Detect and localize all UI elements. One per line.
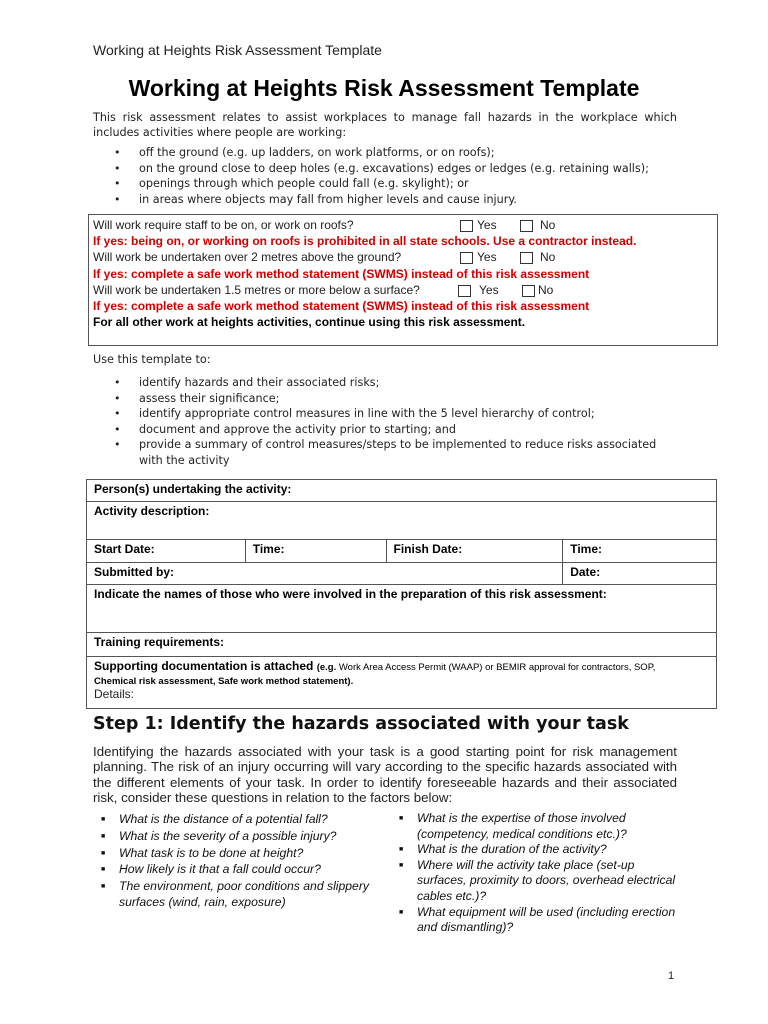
- no-checkbox-below-surface[interactable]: [522, 285, 535, 297]
- no-label: No: [538, 282, 554, 297]
- preparers-names-field[interactable]: Indicate the names of those who were involved in the preparation of this risk assessment:: [87, 585, 717, 633]
- page-number: 1: [668, 970, 675, 982]
- yes-label: Yes: [477, 218, 497, 232]
- below-surface-warning: If yes: complete a safe work method statement (SWMS) instead of this risk assessment: [93, 299, 590, 314]
- supporting-documentation-label: Supporting documentation is attached: [94, 659, 314, 673]
- template-use-intro: Use this template to:: [93, 353, 211, 366]
- yes-checkbox-roofs[interactable]: [460, 220, 473, 232]
- no-checkbox-roofs[interactable]: [520, 220, 533, 232]
- yes-checkbox-over-2m[interactable]: [460, 252, 473, 264]
- finish-time-field[interactable]: Time:: [563, 540, 717, 563]
- roofs-warning: If yes: being on, or working on roofs is prohibited in all state schools. Use a contractor instead.: [93, 234, 637, 249]
- activity-details-table: [86, 479, 717, 709]
- finish-date-field[interactable]: Finish Date:: [386, 540, 563, 563]
- start-date-field[interactable]: Start Date:: [87, 540, 246, 563]
- date-field[interactable]: Date:: [563, 563, 717, 585]
- yes-label: Yes: [479, 282, 499, 297]
- examples-list: Work Area Access Permit (WAAP) or BEMIR approval for contractors, SOP,: [338, 662, 656, 673]
- list-item: • openings through which people could fall (e.g. skylight); or: [93, 176, 683, 192]
- hazard-questions-right: [397, 811, 677, 936]
- list-item: • assess their significance;: [93, 391, 683, 407]
- list-item: • document and approve the activity prior to starting; and: [93, 422, 683, 438]
- examples-open: (e.g.: [316, 662, 339, 673]
- list-item: ■ How likely is it that a fall could occur?: [99, 862, 369, 878]
- submitted-by-field[interactable]: Submitted by:: [87, 563, 563, 585]
- list-item: ■ What equipment will be used (including erection and dismantling)?: [397, 905, 677, 936]
- work-locations-list: [93, 145, 683, 207]
- step-1-paragraph: Identifying the hazards associated with your task is a good starting point for risk management planning. The risk of an injury occurring will vary according to the specific hazards associated with the different elements of your task. In order to identify foreseeable hazards and their associated risk, consider these questions in relation to the factors below:: [93, 744, 677, 806]
- no-label: No: [540, 218, 556, 232]
- list-item: ■ What is the expertise of those involved (competency, medical conditions etc.)?: [397, 811, 677, 842]
- list-item: • identify hazards and their associated risks;: [93, 375, 683, 391]
- training-requirements-field[interactable]: Training requirements:: [87, 633, 717, 657]
- list-item: • off the ground (e.g. up ladders, on work platforms, or on roofs);: [93, 145, 683, 161]
- hazard-questions-left: [99, 812, 369, 912]
- question-text: Will work require staff to be on, or work on roofs?: [93, 218, 354, 232]
- running-header: Working at Heights Risk Assessment Template: [93, 42, 382, 58]
- list-item: ■ The environment, poor conditions and slippery surfaces (wind, rain, exposure): [99, 879, 369, 910]
- screening-questions-box: [88, 214, 718, 346]
- yes-checkbox-below-surface[interactable]: [458, 285, 471, 297]
- list-item: ■ What is the duration of the activity?: [397, 842, 677, 858]
- activity-description-field[interactable]: Activity description:: [87, 502, 717, 540]
- question-text: Will work be undertaken 1.5 metres or more below a surface?: [93, 282, 420, 297]
- list-item: • provide a summary of control measures/steps to be implemented to reduce risks associated with the activity: [93, 437, 683, 468]
- list-item: ■ What is the distance of a potential fall?: [99, 812, 369, 828]
- intro-paragraph: This risk assessment relates to assist workplaces to manage fall hazards in the workplace which includes activities where people are working:: [93, 111, 677, 139]
- examples-list-cont: Chemical risk assessment, Safe work method statement).: [94, 676, 354, 687]
- continue-note: For all other work at heights activities, continue using this risk assessment.: [93, 315, 526, 330]
- list-item: • identify appropriate control measures in line with the 5 level hierarchy of control;: [93, 406, 683, 422]
- over-2m-warning: If yes: complete a safe work method statement (SWMS) instead of this risk assessment: [93, 266, 590, 281]
- no-label: No: [540, 250, 556, 265]
- details-label: Details:: [94, 687, 135, 701]
- list-item: ■ Where will the activity take place (set-up surfaces, proximity to doors, overhead electrical cables etc.)?: [397, 858, 677, 905]
- question-over-2m: [93, 249, 713, 265]
- question-below-surface: [93, 282, 713, 298]
- question-text: Will work be undertaken over 2 metres above the ground?: [93, 250, 402, 265]
- yes-label: Yes: [477, 250, 497, 265]
- step-1-heading: Step 1: Identify the hazards associated with your task: [93, 714, 629, 734]
- document-title: Working at Heights Risk Assessment Template: [128, 75, 640, 101]
- start-time-field[interactable]: Time:: [245, 540, 386, 563]
- list-item: ■ What task is to be done at height?: [99, 846, 369, 862]
- list-item: • in areas where objects may fall from higher levels and cause injury.: [93, 192, 683, 208]
- question-roofs: [93, 217, 713, 233]
- list-item: • on the ground close to deep holes (e.g. excavations) edges or ledges (e.g. retaining walls);: [93, 161, 683, 177]
- list-item: ■ What is the severity of a possible injury?: [99, 829, 369, 845]
- persons-field[interactable]: Person(s) undertaking the activity:: [87, 480, 717, 502]
- template-use-list: [93, 375, 683, 468]
- supporting-documentation-field[interactable]: [87, 657, 717, 709]
- no-checkbox-over-2m[interactable]: [520, 252, 533, 264]
